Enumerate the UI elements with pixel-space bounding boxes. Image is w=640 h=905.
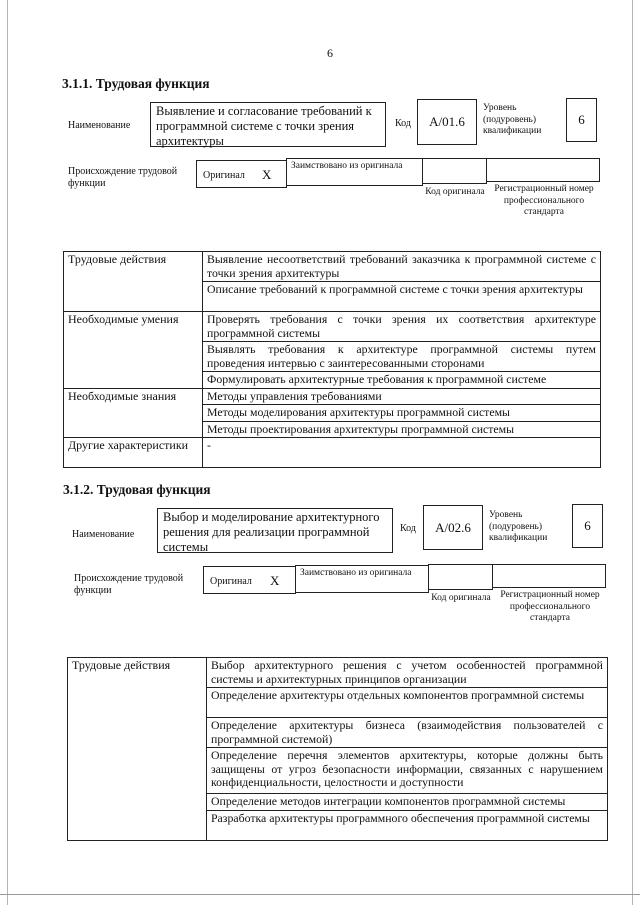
borrowed-box: Заимствовано из оригинала: [286, 158, 423, 186]
item-cell: Выявление несоответствий требований заказчика к программной системе с точки зрения архитектуры: [203, 252, 601, 282]
page-edge-right: [632, 0, 633, 905]
name-label: Наименование: [68, 120, 131, 131]
table-row: [64, 438, 601, 468]
function-table: [63, 251, 601, 468]
original-mark: Х: [262, 167, 272, 182]
code-original-box: [428, 564, 493, 590]
table-row: [64, 252, 601, 282]
item-cell: Выявлять требования к архитектуре программной системы путем проведения интервью с заинтересованными сторонами: [203, 342, 601, 372]
item-cell: Определение методов интеграции компонентов программной системы: [207, 794, 608, 811]
item-cell: Методы моделирования архитектуры программной системы: [203, 405, 601, 422]
page-edge-left: [7, 0, 8, 905]
item-cell: Выбор архитектурного решения с учетом особенностей программной системы и архитектурных принципов организации: [207, 658, 608, 688]
level-label: Уровень (подуровень) квалификации: [483, 103, 542, 136]
item-cell: Описание требований к программной системе с точки зрения архитектуры: [203, 282, 601, 312]
category-cell: Другие характеристики: [64, 438, 203, 468]
code-label: Код: [395, 118, 411, 129]
item-cell: Методы проектирования архитектуры программной системы: [203, 421, 601, 438]
level-value-box: 6: [572, 504, 603, 548]
code-original-box: [422, 158, 487, 184]
code-original-label: Код оригинала: [431, 593, 491, 603]
original-box: [203, 566, 296, 594]
borrowed-box: Заимствовано из оригинала: [295, 565, 429, 593]
item-cell: Разработка архитектуры программного обеспечения программной системы: [207, 810, 608, 840]
code-value-box: А/01.6: [417, 99, 477, 145]
page-number: 6: [327, 46, 333, 60]
item-cell: Определение архитектуры бизнеса (взаимодействия пользователей с программной системой): [207, 718, 608, 748]
name-label: Наименование: [72, 529, 135, 540]
original-label: Оригинал: [203, 170, 245, 181]
table-row: [64, 312, 601, 342]
item-cell: Определение архитектуры отдельных компонентов программной системы: [207, 688, 608, 718]
original-box: [196, 160, 287, 188]
name-value-box: Выявление и согласование требований к программной системе с точки зрения архитектуры: [150, 102, 386, 147]
level-label: Уровень (подуровень) квалификации: [489, 510, 548, 543]
category-cell: Необходимые умения: [64, 312, 203, 389]
item-cell: Проверять требования с точки зрения их соответствия архитектуре программной системы: [203, 312, 601, 342]
category-cell: Необходимые знания: [64, 388, 203, 438]
origin-label: Происхождение трудовой функции: [74, 573, 184, 596]
original-label: Оригинал: [210, 576, 252, 587]
original-mark: Х: [270, 573, 280, 588]
function-table: [67, 657, 608, 841]
reg-number-label: Регистрационный номер профессионального стандарта: [500, 590, 600, 623]
page-edge-bottom: [0, 894, 640, 895]
code-label: Код: [400, 523, 416, 534]
table-row: [68, 658, 608, 688]
category-cell: Трудовые действия: [64, 252, 203, 312]
item-cell: -: [203, 438, 601, 468]
level-value-box: 6: [566, 98, 597, 142]
origin-label: Происхождение трудовой функции: [68, 166, 178, 189]
table-row: [64, 388, 601, 405]
reg-number-label: Регистрационный номер профессионального стандарта: [494, 184, 594, 217]
section-title: 3.1.2. Трудовая функция: [63, 482, 211, 497]
item-cell: Формулировать архитектурные требования к программной системе: [203, 372, 601, 389]
section-title: 3.1.1. Трудовая функция: [62, 76, 210, 91]
reg-number-box: [486, 158, 600, 182]
item-cell: Методы управления требованиями: [203, 388, 601, 405]
code-original-label: Код оригинала: [425, 187, 485, 197]
category-cell: Трудовые действия: [68, 658, 207, 841]
name-value-box: Выбор и моделирование архитектурного решения для реализации программной системы: [157, 508, 393, 553]
code-value-box: А/02.6: [423, 505, 483, 550]
item-cell: Определение перечня элементов архитектуры, которые должны быть защищены от угроз безопасности информации, связанных с нарушением конфиденциальности, целостности и доступности: [207, 748, 608, 794]
reg-number-box: [492, 564, 606, 588]
